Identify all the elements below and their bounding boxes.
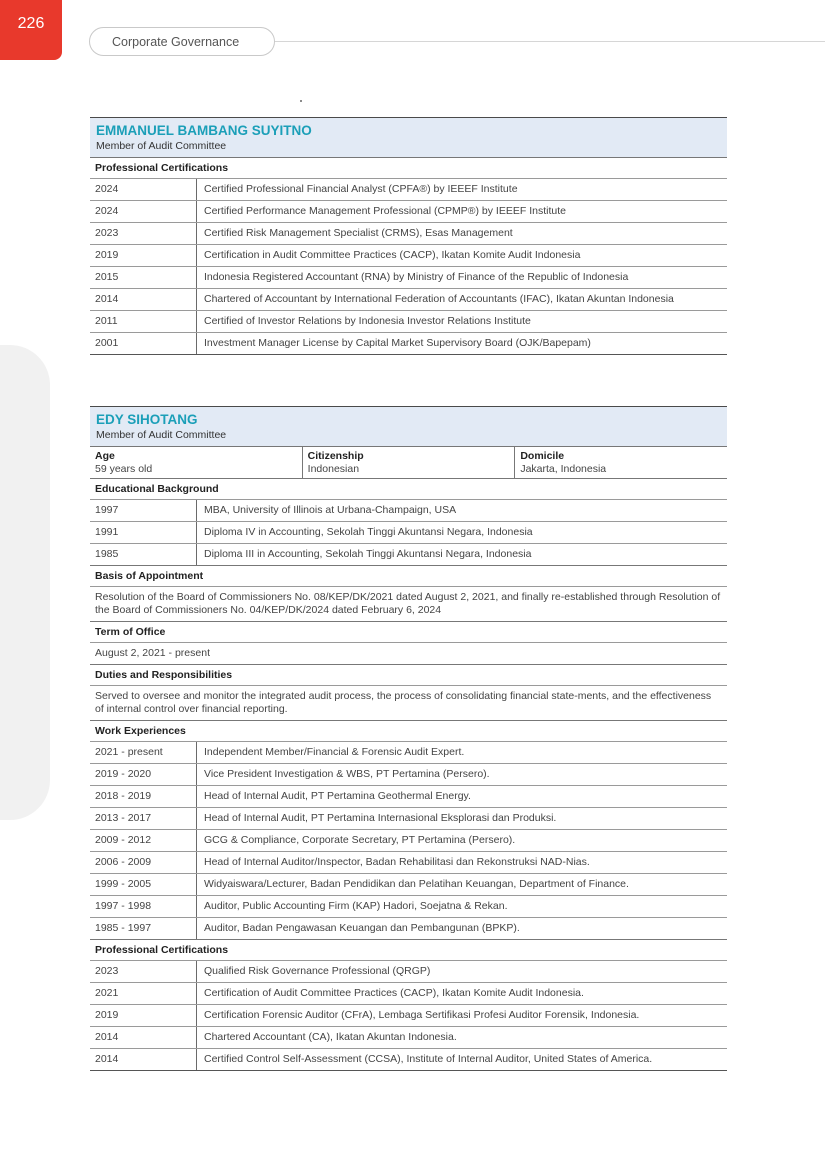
duties-title: Duties and Responsibilities <box>90 664 727 685</box>
work-row <box>90 895 727 917</box>
duties-text: Served to oversee and monitor the integrated audit process, the process of consolidating financial state-ments, and the effectiveness of internal control over financial reporting. <box>90 685 727 720</box>
term-text: August 2, 2021 - present <box>90 642 727 664</box>
row-description: Qualified Risk Governance Professional (QRGP) <box>204 965 431 977</box>
row-description: Certified Professional Financial Analyst (CPFA®) by IEEEF Institute <box>204 183 518 195</box>
education-title: Educational Background <box>90 478 727 499</box>
row-description: Auditor, Public Accounting Firm (KAP) Hadori, Soejatna & Rekan. <box>204 900 508 912</box>
row-year: 1985 - 1997 <box>90 918 197 939</box>
row-description: Certified Control Self-Assessment (CCSA), Institute of Internal Auditor, United States of America. <box>204 1053 653 1065</box>
header-divider <box>275 41 825 42</box>
row-year: 2021 <box>90 983 197 1004</box>
row-description: Auditor, Badan Pengawasan Keuangan dan Pembangunan (BPKP). <box>204 922 520 934</box>
profile-role: Member of Audit Committee <box>96 140 227 152</box>
certifications-list <box>90 960 727 1070</box>
row-year: 2014 <box>90 1049 197 1070</box>
profile-edy <box>90 406 727 1071</box>
domicile-cell <box>514 447 727 478</box>
row-year: 1985 <box>90 544 197 565</box>
work-row <box>90 741 727 763</box>
row-year: 2023 <box>90 961 197 982</box>
age-label: Age <box>95 450 115 462</box>
education-row <box>90 521 727 543</box>
row-description: Certification Forensic Auditor (CFrA), Lembaga Sertifikasi Profesi Auditor Forensik, Indonesia. <box>204 1009 640 1021</box>
row-description: Diploma III in Accounting, Sekolah Tinggi Akuntansi Negara, Indonesia <box>204 548 532 560</box>
work-row <box>90 917 727 939</box>
domicile-value: Jakarta, Indonesia <box>520 463 607 475</box>
row-description: Certified Risk Management Specialist (CRMS), Esas Management <box>204 227 513 239</box>
certification-row <box>90 1004 727 1026</box>
appointment-title: Basis of Appointment <box>90 565 727 586</box>
certification-row <box>90 222 727 244</box>
row-description: Head of Internal Auditor/Inspector, Badan Rehabilitasi dan Rekonstruksi NAD-Nias. <box>204 856 590 868</box>
row-description: Investment Manager License by Capital Market Supervisory Board (OJK/Bapepam) <box>204 337 591 349</box>
row-description: MBA, University of Illinois at Urbana-Champaign, USA <box>204 504 457 516</box>
certifications-list <box>90 178 727 354</box>
certification-row <box>90 982 727 1004</box>
row-year: 2023 <box>90 223 197 244</box>
row-year: 2024 <box>90 179 197 200</box>
appointment-text: Resolution of the Board of Commissioners No. 08/KEP/DK/2021 dated August 2, 2021, and finally re-established through Resolution of the Board of Commissioners No. 04/KEP/DK/2024 dated February 6, 2024 <box>90 586 727 621</box>
row-year: 2019 - 2020 <box>90 764 197 785</box>
row-description: Certification of Audit Committee Practices (CACP), Ikatan Komite Audit Indonesia. <box>204 987 584 999</box>
profile-role: Member of Audit Committee <box>96 429 227 441</box>
work-row <box>90 785 727 807</box>
citizenship-value: Indonesian <box>307 463 360 475</box>
row-description: Diploma IV in Accounting, Sekolah Tinggi Akuntansi Negara, Indonesia <box>204 526 533 538</box>
section-tab[interactable] <box>89 27 275 56</box>
profile-name: EDY SIHOTANG <box>96 412 198 427</box>
work-row <box>90 873 727 895</box>
work-title: Work Experiences <box>90 720 727 741</box>
education-row <box>90 499 727 521</box>
decorative-side-shape <box>0 345 50 820</box>
certification-row <box>90 266 727 288</box>
row-year: 2018 - 2019 <box>90 786 197 807</box>
row-year: 2021 - present <box>90 742 197 763</box>
certifications-title: Professional Certifications <box>90 939 727 960</box>
row-description: Vice President Investigation & WBS, PT Pertamina (Persero). <box>204 768 490 780</box>
row-year: 2024 <box>90 201 197 222</box>
age-value: 59 years old <box>95 463 153 475</box>
row-year: 1997 <box>90 500 197 521</box>
row-description: GCG & Compliance, Corporate Secretary, PT Pertamina (Persero). <box>204 834 516 846</box>
row-year: 2014 <box>90 289 197 310</box>
certification-row <box>90 960 727 982</box>
row-year: 2011 <box>90 311 197 332</box>
row-year: 2015 <box>90 267 197 288</box>
certification-row <box>90 200 727 222</box>
section-title: Corporate Governance <box>112 34 240 49</box>
citizenship-cell <box>302 447 515 478</box>
row-description: Widyaiswara/Lecturer, Badan Pendidikan dan Pelatihan Keuangan, Department of Finance. <box>204 878 629 890</box>
row-description: Certified Performance Management Professional (CPMP®) by IEEEF Institute <box>204 205 566 217</box>
row-description: Certified of Investor Relations by Indonesia Investor Relations Institute <box>204 315 531 327</box>
education-list <box>90 499 727 565</box>
row-year: 2019 <box>90 245 197 266</box>
certification-row <box>90 288 727 310</box>
certification-row <box>90 1026 727 1048</box>
profile-header <box>90 406 727 446</box>
certification-row <box>90 332 727 354</box>
row-description: Head of Internal Audit, PT Pertamina Geothermal Energy. <box>204 790 471 802</box>
age-cell <box>90 447 302 478</box>
decorative-dot <box>300 100 302 102</box>
certification-row <box>90 310 727 332</box>
row-description: Chartered of Accountant by International Federation of Accountants (IFAC), Ikatan Akuntan Indonesia <box>204 293 674 305</box>
certification-row <box>90 244 727 266</box>
certifications-title: Professional Certifications <box>90 157 727 178</box>
personal-info-row <box>90 446 727 478</box>
citizenship-label: Citizenship <box>307 450 364 462</box>
row-description: Chartered Accountant (CA), Ikatan Akuntan Indonesia. <box>204 1031 457 1043</box>
row-description: Independent Member/Financial & Forensic Audit Expert. <box>204 746 465 758</box>
work-row <box>90 851 727 873</box>
profile-header <box>90 117 727 157</box>
domicile-label: Domicile <box>520 450 565 462</box>
row-year: 2014 <box>90 1027 197 1048</box>
profile-name: EMMANUEL BAMBANG SUYITNO <box>96 123 312 138</box>
work-row <box>90 807 727 829</box>
row-description: Indonesia Registered Accountant (RNA) by Ministry of Finance of the Republic of Indonesia <box>204 271 629 283</box>
page-number: 226 <box>17 15 45 32</box>
row-year: 2006 - 2009 <box>90 852 197 873</box>
row-description: Certification in Audit Committee Practices (CACP), Ikatan Komite Audit Indonesia <box>204 249 581 261</box>
row-year: 2013 - 2017 <box>90 808 197 829</box>
certification-row <box>90 1048 727 1070</box>
row-year: 1997 - 1998 <box>90 896 197 917</box>
term-title: Term of Office <box>90 621 727 642</box>
page-number-badge <box>0 0 62 60</box>
education-row <box>90 543 727 565</box>
row-year: 1991 <box>90 522 197 543</box>
certification-row <box>90 178 727 200</box>
row-year: 2019 <box>90 1005 197 1026</box>
row-year: 1999 - 2005 <box>90 874 197 895</box>
profile-emmanuel <box>90 117 727 355</box>
row-description: Head of Internal Audit, PT Pertamina Internasional Eksplorasi dan Produksi. <box>204 812 557 824</box>
work-row <box>90 763 727 785</box>
work-list <box>90 741 727 939</box>
row-year: 2009 - 2012 <box>90 830 197 851</box>
row-year: 2001 <box>90 333 197 354</box>
work-row <box>90 829 727 851</box>
